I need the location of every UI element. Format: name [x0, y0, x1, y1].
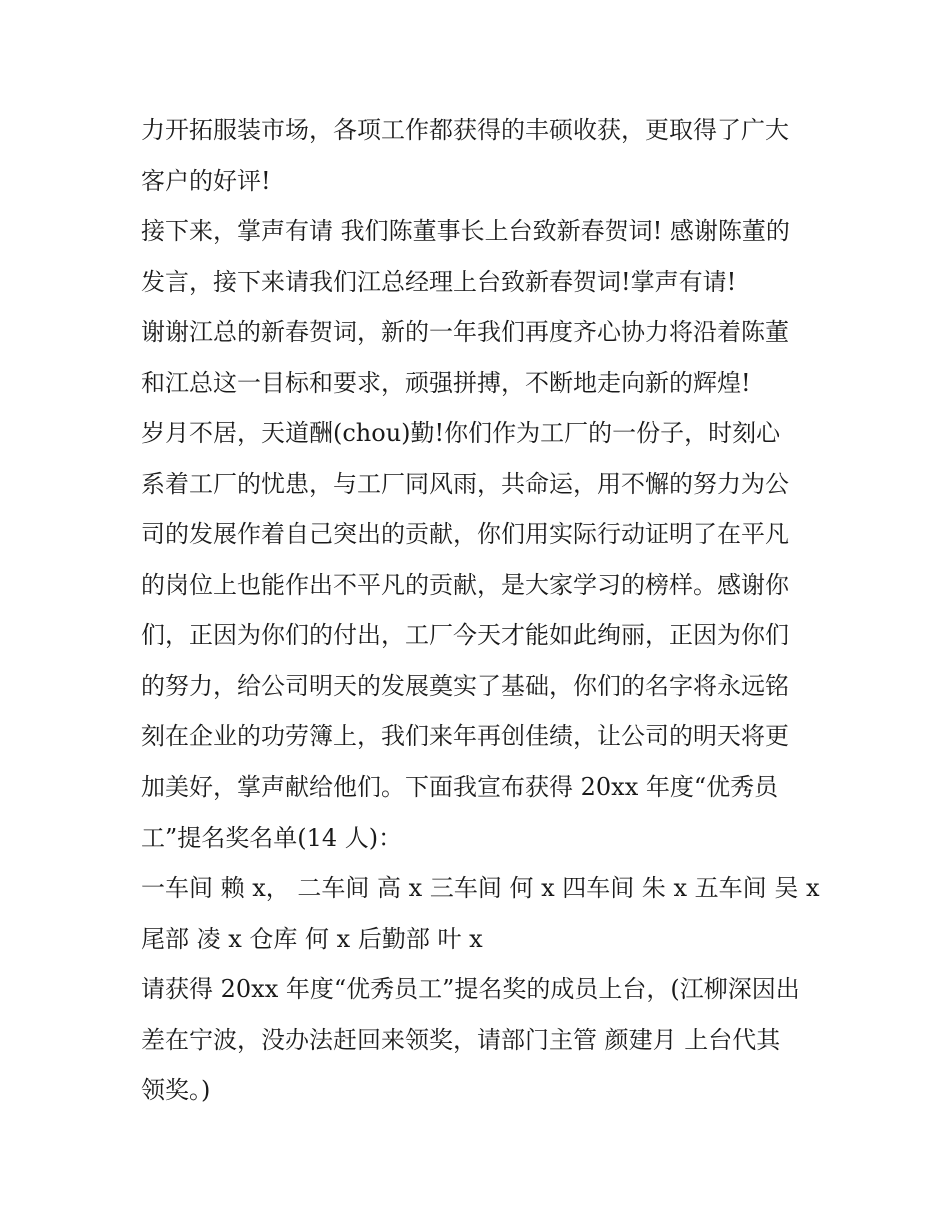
text-line: 请获得 20xx 年度“优秀员工”提名奖的成员上台，(江柳深因出: [141, 975, 800, 1003]
text-line: 工”提名奖名单(14 人)：: [141, 824, 403, 852]
text-line: 接下来，掌声有请 我们陈董事长上台致新春贺词! 感谢陈董的: [141, 217, 790, 245]
text-line: 的岗位上也能作出不平凡的贡献，是大家学习的榜样。感谢你: [141, 571, 789, 599]
text-line: 谢谢江总的新春贺词，新的一年我们再度齐心协力将沿着陈董: [141, 318, 789, 346]
text-line: 差在宁波，没办法赶回来领奖，请部门主管 颜建月 上台代其: [141, 1026, 781, 1054]
text-line: 领奖。): [141, 1076, 211, 1104]
text-line: 一车间 赖 x， 二车间 高 x 三车间 何 x 四车间 朱 x 五车间 吴 x: [141, 874, 820, 902]
text-line: 刻在企业的功劳簿上，我们来年再创佳绩，让公司的明天将更: [141, 722, 789, 750]
text-line: 客户的好评!: [141, 167, 271, 195]
text-line: 加美好，掌声献给他们。下面我宣布获得 20xx 年度“优秀员: [141, 773, 779, 801]
text-line: 岁月不居，天道酬(chou)勤!你们作为工厂的一份子，时刻心: [141, 419, 781, 447]
text-line: 尾部 凌 x 仓库 何 x 后勤部 叶 x: [141, 925, 483, 953]
text-line: 发言，接下来请我们江总经理上台致新春贺词!掌声有请!: [141, 268, 737, 296]
text-line: 司的发展作着自己突出的贡献，你们用实际行动证明了在平凡: [141, 520, 789, 548]
text-line: 力开拓服装市场，各项工作都获得的丰硕收获，更取得了广大: [141, 116, 789, 144]
text-line: 们，正因为你们的付出，工厂今天才能如此绚丽，正因为你们: [141, 621, 789, 649]
text-line: 和江总这一目标和要求，顽强拼搏，不断地走向新的辉煌!: [141, 369, 751, 397]
text-line: 的努力，给公司明天的发展奠实了基础，你们的名字将永远铭: [141, 672, 789, 700]
text-line: 系着工厂的忧患，与工厂同风雨，共命运，用不懈的努力为公: [141, 470, 789, 498]
